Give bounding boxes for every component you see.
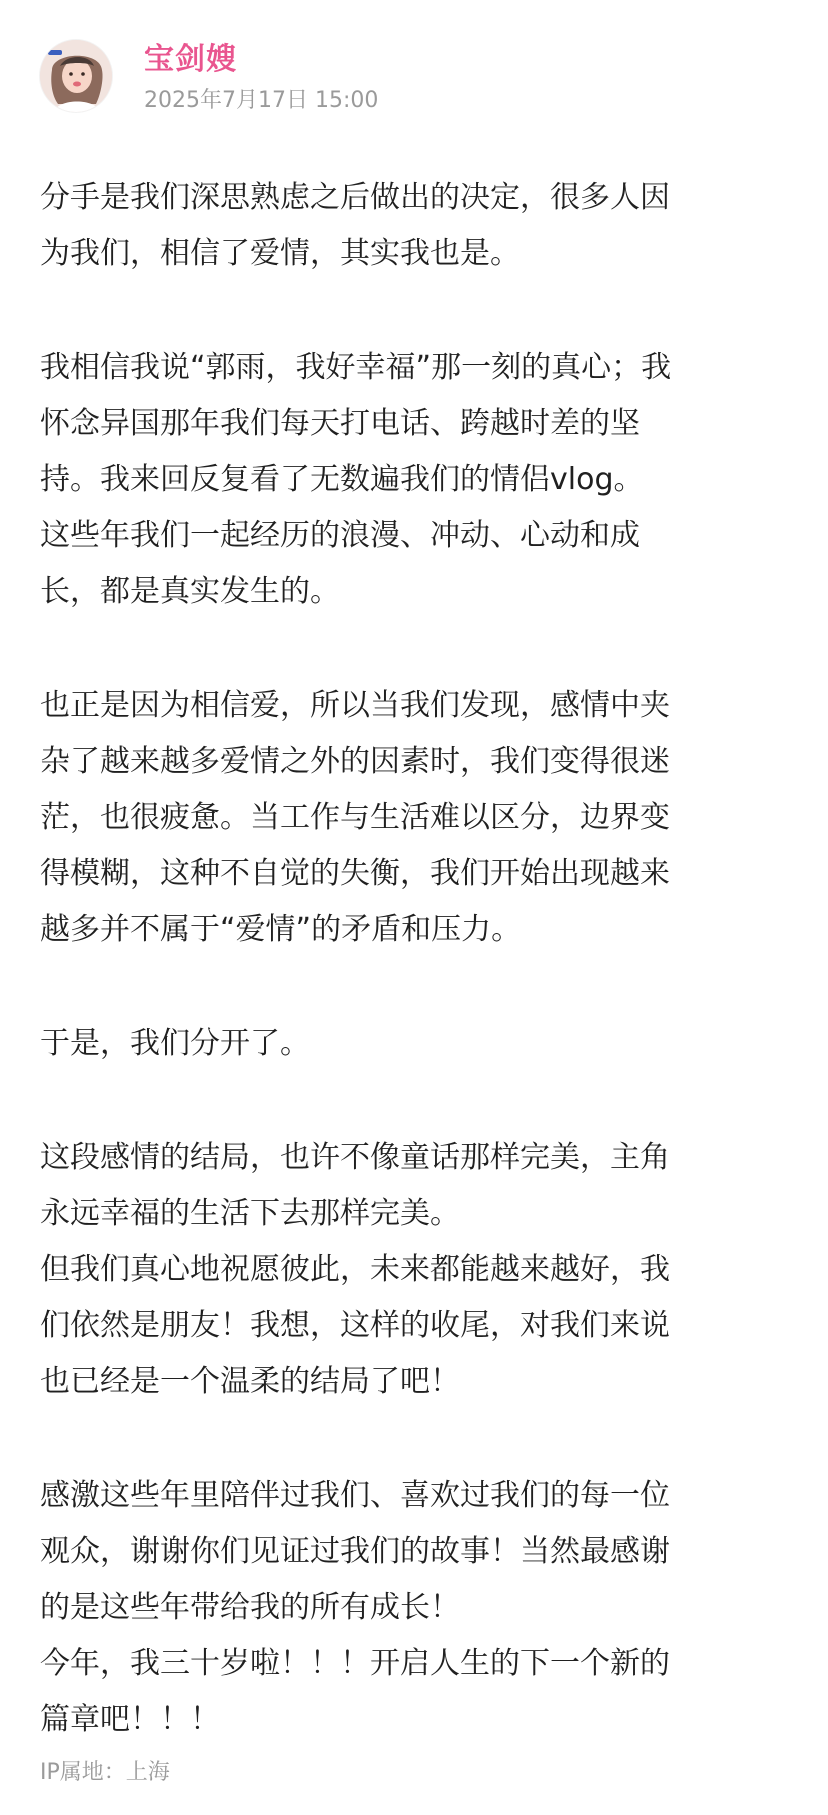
paragraph-line: 持。我来回反复看了无数遍我们的情侣vlog。 — [40, 462, 644, 497]
paragraph-3 — [40, 678, 788, 958]
ip-location: IP属地：上海 — [40, 1760, 170, 1785]
paragraph-line: 永远幸福的生活下去那样完美。 — [40, 1196, 460, 1231]
paragraph-line: 感激这些年里陪伴过我们、喜欢过我们的每一位 — [40, 1478, 670, 1513]
paragraph-line: 篇章吧！！！ — [40, 1702, 220, 1737]
paragraph-line: 我相信我说“郭雨，我好幸福”那一刻的真心；我 — [40, 350, 672, 385]
post-header — [40, 34, 788, 124]
paragraph-line: 但我们真心地祝愿彼此，未来都能越来越好，我 — [40, 1252, 670, 1287]
paragraph-line: 怀念异国那年我们每天打电话、跨越时差的坚 — [40, 406, 640, 441]
paragraph-line: 长，都是真实发生的。 — [40, 574, 340, 609]
author-name[interactable]: 宝剑嫂 — [144, 42, 237, 77]
post-timestamp: 2025年7月17日 15:00 — [144, 88, 379, 113]
paragraph-1 — [40, 170, 788, 282]
paragraph-line: 今年，我三十岁啦！！！开启人生的下一个新的 — [40, 1646, 670, 1681]
avatar[interactable] — [40, 40, 112, 112]
paragraph-line: 越多并不属于“爱情”的矛盾和压力。 — [40, 912, 522, 947]
paragraph-line: 为我们，相信了爱情，其实我也是。 — [40, 236, 520, 271]
paragraph-line: 这些年我们一起经历的浪漫、冲动、心动和成 — [40, 518, 640, 553]
paragraph-line: 茫，也很疲惫。当工作与生活难以区分，边界变 — [40, 800, 670, 835]
paragraph-6 — [40, 1468, 788, 1748]
paragraph-line: 于是，我们分开了。 — [40, 1026, 310, 1061]
paragraph-line: 观众，谢谢你们见证过我们的故事！当然最感谢 — [40, 1534, 670, 1569]
post-body — [40, 170, 788, 1806]
paragraph-line: 也已经是一个温柔的结局了吧！ — [40, 1364, 460, 1399]
paragraph-line: 也正是因为相信爱，所以当我们发现，感情中夹 — [40, 688, 670, 723]
paragraph-line: 们依然是朋友！我想，这样的收尾，对我们来说 — [40, 1308, 670, 1343]
paragraph-line: 得模糊，这种不自觉的失衡，我们开始出现越来 — [40, 856, 670, 891]
paragraph-5 — [40, 1130, 788, 1410]
profile-photo-avatar-icon — [40, 40, 112, 112]
paragraph-2 — [40, 340, 788, 620]
paragraph-line: 的是这些年带给我的所有成长！ — [40, 1590, 460, 1625]
paragraph-4 — [40, 1016, 788, 1072]
paragraph-line: 杂了越来越多爱情之外的因素时，我们变得很迷 — [40, 744, 670, 779]
paragraph-line: 这段感情的结局，也许不像童话那样完美，主角 — [40, 1140, 670, 1175]
paragraph-line: 分手是我们深思熟虑之后做出的决定，很多人因 — [40, 180, 670, 215]
